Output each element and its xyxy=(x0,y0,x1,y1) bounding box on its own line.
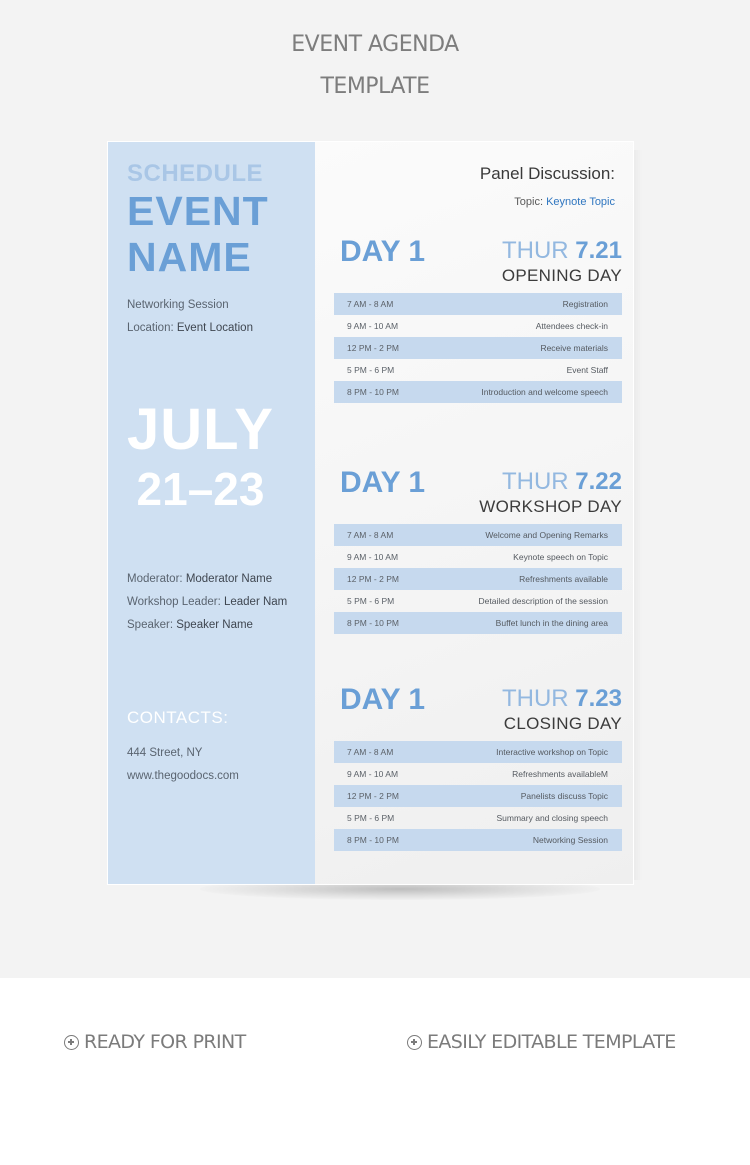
event-name-line2: NAME xyxy=(127,234,252,280)
location-value: Event Location xyxy=(176,322,253,334)
moderator-text xyxy=(127,573,272,585)
day-weekday: THUR xyxy=(501,468,569,495)
workshop-leader-text xyxy=(127,596,287,608)
topic-value: Keynote Topic xyxy=(546,196,615,208)
row-time: 12 PM - 2 PM xyxy=(347,791,399,801)
feature-label: READY FOR PRINT xyxy=(84,1031,246,1053)
day-date xyxy=(502,685,622,713)
row-time: 7 AM - 8 AM xyxy=(347,299,394,309)
agenda-document xyxy=(107,141,634,885)
schedule-row xyxy=(334,590,622,612)
schedule-label: SCHEDULE xyxy=(127,160,264,187)
day-date xyxy=(502,468,622,496)
schedule-row xyxy=(334,763,622,785)
schedule-row xyxy=(334,612,622,634)
topic-label: Topic: xyxy=(514,196,544,208)
circle-plus-icon xyxy=(64,1035,79,1050)
row-activity: Keynote speech on Topic xyxy=(513,552,608,562)
day-date xyxy=(502,237,622,265)
schedule-row xyxy=(334,315,622,337)
contact-address: 444 Street, NY xyxy=(127,747,203,759)
day-subtitle: WORKSHOP DAY xyxy=(479,497,622,516)
row-activity: Refreshments availableM xyxy=(512,769,608,779)
schedule-row xyxy=(334,381,622,403)
row-time: 9 AM - 10 AM xyxy=(347,769,399,779)
workshop-leader-label: Workshop Leader: xyxy=(127,596,221,608)
schedule-rows xyxy=(334,293,622,403)
schedule-row xyxy=(334,568,622,590)
row-time: 9 AM - 10 AM xyxy=(347,552,399,562)
feature-label: EASILY EDITABLE TEMPLATE xyxy=(427,1031,676,1053)
schedule-row xyxy=(334,741,622,763)
circle-plus-icon xyxy=(407,1035,422,1050)
schedule-row xyxy=(334,546,622,568)
row-activity: Interactive workshop on Topic xyxy=(496,747,608,757)
schedule-row xyxy=(334,359,622,381)
row-activity: Detailed description of the session xyxy=(478,596,608,606)
row-activity: Event Staff xyxy=(566,365,608,375)
moderator-value: Moderator Name xyxy=(185,573,273,585)
contacts-heading: CONTACTS: xyxy=(127,708,229,727)
row-time: 8 PM - 10 PM xyxy=(347,387,399,397)
schedule-row xyxy=(334,807,622,829)
speaker-label: Speaker: xyxy=(127,619,174,631)
day-label: DAY 1 xyxy=(340,683,426,716)
day-subtitle: CLOSING DAY xyxy=(503,714,622,733)
header-title-line2: TEMPLATE xyxy=(320,74,430,99)
schedule-row xyxy=(334,337,622,359)
row-time: 7 AM - 8 AM xyxy=(347,747,394,757)
day-date-number: 7.22 xyxy=(575,468,622,495)
schedule-row xyxy=(334,785,622,807)
row-time: 8 PM - 10 PM xyxy=(347,618,399,628)
location-text xyxy=(127,322,253,334)
date-month: JULY xyxy=(127,397,274,462)
document-main xyxy=(315,142,633,884)
contact-website: www.thegoodocs.com xyxy=(127,770,239,782)
row-activity: Refreshments available xyxy=(519,574,608,584)
day-weekday: THUR xyxy=(501,685,569,712)
row-time: 5 PM - 6 PM xyxy=(347,365,395,375)
schedule-row xyxy=(334,829,622,851)
row-time: 8 PM - 10 PM xyxy=(347,835,399,845)
row-activity: Registration xyxy=(562,299,608,309)
schedule-row xyxy=(334,524,622,546)
header-title-line1: EVENT AGENDA xyxy=(291,32,459,57)
workshop-leader-value: Leader Nam xyxy=(223,596,288,608)
moderator-label: Moderator: xyxy=(127,573,183,585)
day-date-number: 7.23 xyxy=(575,685,622,712)
day-label: DAY 1 xyxy=(340,235,426,268)
schedule-row xyxy=(334,293,622,315)
row-time: 5 PM - 6 PM xyxy=(347,813,395,823)
schedule-rows xyxy=(334,524,622,634)
row-time: 12 PM - 2 PM xyxy=(347,343,399,353)
row-time: 9 AM - 10 AM xyxy=(347,321,399,331)
speaker-value: Speaker Name xyxy=(176,619,253,631)
panel-discussion-title: Panel Discussion: xyxy=(479,164,615,183)
day-label: DAY 1 xyxy=(340,466,426,499)
day-subtitle: OPENING DAY xyxy=(501,266,622,285)
day-weekday: THUR xyxy=(501,237,569,264)
session-text: Networking Session xyxy=(127,299,229,311)
row-time: 7 AM - 8 AM xyxy=(347,530,394,540)
row-activity: Welcome and Opening Remarks xyxy=(485,530,608,540)
date-range: 21–23 xyxy=(136,463,265,515)
location-label: Location: xyxy=(127,322,174,334)
row-activity: Panelists discuss Topic xyxy=(520,791,608,801)
row-time: 5 PM - 6 PM xyxy=(347,596,395,606)
feature-ready-for-print xyxy=(64,1031,246,1053)
document-sidebar xyxy=(108,142,315,884)
event-name xyxy=(127,188,269,280)
day-date-number: 7.21 xyxy=(575,237,622,264)
row-activity: Attendees check-in xyxy=(535,321,608,331)
topic-line xyxy=(514,196,615,208)
row-activity: Buffet lunch in the dining area xyxy=(495,618,608,628)
row-time: 12 PM - 2 PM xyxy=(347,574,399,584)
row-activity: Summary and closing speech xyxy=(496,813,608,823)
speaker-text xyxy=(127,619,253,631)
schedule-rows xyxy=(334,741,622,851)
feature-easily-editable xyxy=(407,1031,676,1053)
event-name-line1: EVENT xyxy=(127,188,269,234)
row-activity: Introduction and welcome speech xyxy=(481,387,608,397)
row-activity: Networking Session xyxy=(532,835,608,845)
row-activity: Receive materials xyxy=(540,343,608,353)
